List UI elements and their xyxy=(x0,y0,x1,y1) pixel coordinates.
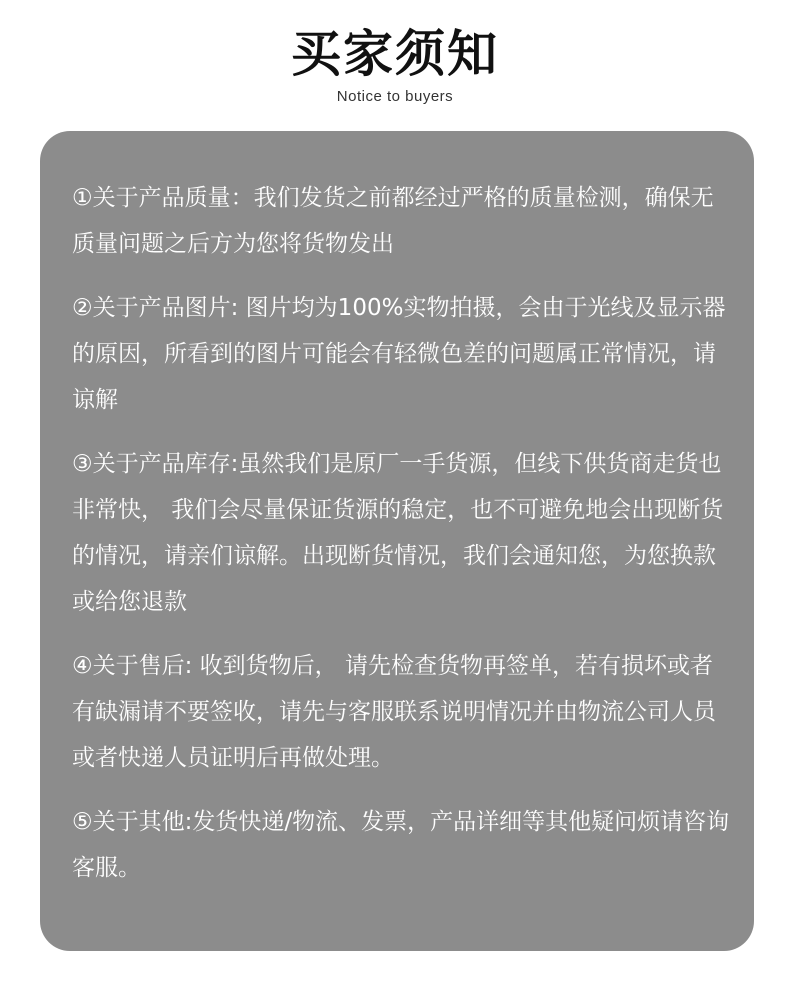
page-title: 买家须知 xyxy=(291,25,499,83)
notice-item-stock xyxy=(72,441,732,625)
notice-item-after-sales xyxy=(72,643,732,781)
notice-text: 关于产品库存:虽然我们是原厂一手货源，但线下供货商走货也非常快， 我们会尽量保证货源的稳定，也不可避免地会出现断货的情况，请亲们谅解。出现断货情况，我们会通知您，为您换款或给您退款 xyxy=(72,451,724,615)
notice-item-images xyxy=(72,285,732,423)
notice-number: ⑤ xyxy=(72,809,93,835)
notice-panel xyxy=(40,131,754,951)
page-subtitle: Notice to buyers xyxy=(336,88,454,105)
notice-number: ④ xyxy=(72,653,93,679)
notice-item-other xyxy=(72,799,732,891)
notice-text: 关于产品图片: 图片均为100%实物拍摄，会由于光线及显示器的原因，所看到的图片可能会有轻微色差的问题属正常情况，请谅解 xyxy=(72,295,726,413)
notice-number: ① xyxy=(72,185,93,211)
notice-number: ③ xyxy=(72,451,93,477)
notice-number: ② xyxy=(72,295,93,321)
notice-text: 关于售后: 收到货物后， 请先检查货物再签单，若有损坏或者有缺漏请不要签收，请先与客服联系说明情况并由物流公司人员或者快递人员证明后再做处理。 xyxy=(72,653,716,771)
notice-text: 关于产品质量：我们发货之前都经过严格的质量检测，确保无质量问题之后方为您将货物发出 xyxy=(72,185,714,257)
notice-text: 关于其他:发货快递/物流、发票，产品详细等其他疑问烦请咨询客服。 xyxy=(72,809,730,881)
notice-item-quality xyxy=(72,175,732,267)
